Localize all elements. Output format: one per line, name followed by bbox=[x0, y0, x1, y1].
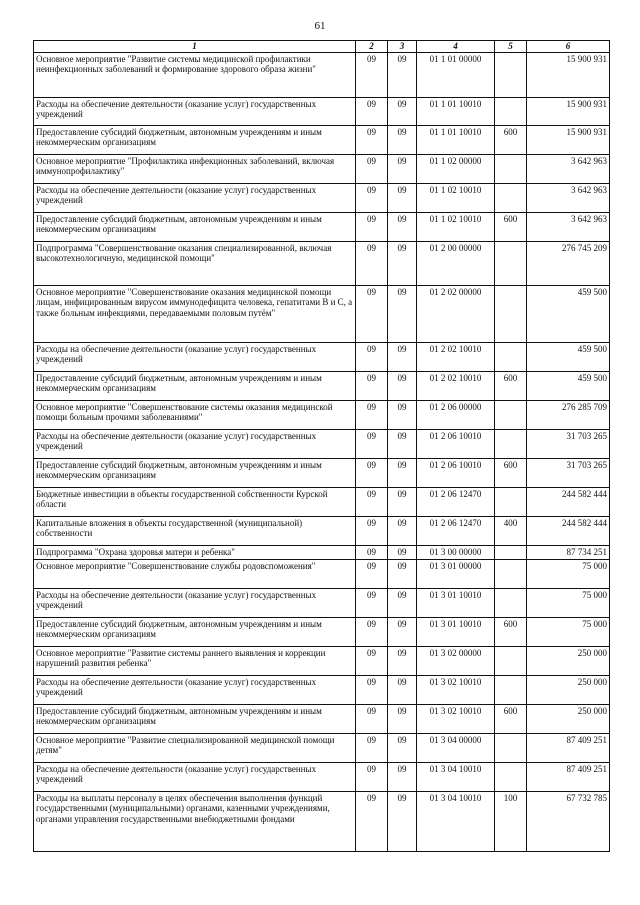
row-amount: 75 000 bbox=[527, 559, 610, 588]
table-row bbox=[34, 400, 610, 429]
header-col-amount: 6 bbox=[527, 41, 610, 53]
row-section: 09 bbox=[356, 97, 388, 125]
row-name: Предоставление субсидий бюджетным, автономным учреждениям и иным некоммерческим организациям bbox=[34, 458, 356, 487]
row-subsection: 09 bbox=[388, 487, 417, 516]
row-name: Расходы на обеспечение деятельности (оказание услуг) государственных учреждений bbox=[34, 429, 356, 458]
row-name: Основное мероприятие "Совершенствование системы оказания медицинской помощи больным прочими заболеваниями" bbox=[34, 400, 356, 429]
row-expense-type: 600 bbox=[495, 371, 527, 400]
row-expense-type bbox=[495, 733, 527, 762]
row-subsection: 09 bbox=[388, 285, 417, 342]
row-expense-type bbox=[495, 559, 527, 588]
table-row bbox=[34, 285, 610, 342]
row-amount: 3 642 963 bbox=[527, 183, 610, 212]
row-target-article: 01 3 02 00000 bbox=[417, 646, 495, 675]
row-expense-type bbox=[495, 183, 527, 212]
table-row bbox=[34, 762, 610, 791]
table-row bbox=[34, 733, 610, 762]
row-expense-type bbox=[495, 545, 527, 559]
row-section: 09 bbox=[356, 400, 388, 429]
row-target-article: 01 2 06 10010 bbox=[417, 429, 495, 458]
row-subsection: 09 bbox=[388, 791, 417, 851]
row-amount: 244 582 444 bbox=[527, 487, 610, 516]
row-subsection: 09 bbox=[388, 646, 417, 675]
row-amount: 3 642 963 bbox=[527, 212, 610, 241]
row-target-article: 01 1 02 10010 bbox=[417, 183, 495, 212]
row-expense-type bbox=[495, 675, 527, 704]
table-row bbox=[34, 125, 610, 154]
row-target-article: 01 2 02 10010 bbox=[417, 371, 495, 400]
row-section: 09 bbox=[356, 371, 388, 400]
table-row bbox=[34, 704, 610, 733]
row-subsection: 09 bbox=[388, 704, 417, 733]
row-amount: 31 703 265 bbox=[527, 429, 610, 458]
row-section: 09 bbox=[356, 458, 388, 487]
row-target-article: 01 1 01 10010 bbox=[417, 97, 495, 125]
row-name: Подпрограмма "Охрана здоровья матери и ребенка" bbox=[34, 545, 356, 559]
row-section: 09 bbox=[356, 588, 388, 617]
table-row bbox=[34, 241, 610, 285]
row-subsection: 09 bbox=[388, 545, 417, 559]
row-amount: 459 500 bbox=[527, 285, 610, 342]
row-name: Основное мероприятие "Совершенствование оказания медицинской помощи лицам, инфицированным вирусом иммунодефицита человека, гепатитами В и С, а также больным инфекциями, передаваемыми половым путём" bbox=[34, 285, 356, 342]
row-subsection: 09 bbox=[388, 241, 417, 285]
row-section: 09 bbox=[356, 733, 388, 762]
row-expense-type bbox=[495, 241, 527, 285]
row-subsection: 09 bbox=[388, 559, 417, 588]
table-row bbox=[34, 588, 610, 617]
row-subsection: 09 bbox=[388, 342, 417, 371]
row-subsection: 09 bbox=[388, 516, 417, 545]
row-expense-type bbox=[495, 285, 527, 342]
row-target-article: 01 1 02 00000 bbox=[417, 154, 495, 183]
table-row bbox=[34, 646, 610, 675]
row-subsection: 09 bbox=[388, 429, 417, 458]
row-name: Расходы на обеспечение деятельности (оказание услуг) государственных учреждений bbox=[34, 97, 356, 125]
row-target-article: 01 3 02 10010 bbox=[417, 675, 495, 704]
row-subsection: 09 bbox=[388, 458, 417, 487]
row-subsection: 09 bbox=[388, 125, 417, 154]
row-section: 09 bbox=[356, 183, 388, 212]
row-amount: 87 734 251 bbox=[527, 545, 610, 559]
row-expense-type: 600 bbox=[495, 458, 527, 487]
row-expense-type bbox=[495, 429, 527, 458]
table-row bbox=[34, 97, 610, 125]
row-subsection: 09 bbox=[388, 371, 417, 400]
row-section: 09 bbox=[356, 791, 388, 851]
row-amount: 75 000 bbox=[527, 588, 610, 617]
row-name: Расходы на обеспечение деятельности (оказание услуг) государственных учреждений bbox=[34, 588, 356, 617]
row-section: 09 bbox=[356, 52, 388, 97]
row-amount: 276 285 709 bbox=[527, 400, 610, 429]
table-row bbox=[34, 458, 610, 487]
row-target-article: 01 2 06 10010 bbox=[417, 458, 495, 487]
table-row bbox=[34, 52, 610, 97]
row-expense-type bbox=[495, 487, 527, 516]
row-name: Предоставление субсидий бюджетным, автономным учреждениям и иным некоммерческим организациям bbox=[34, 704, 356, 733]
row-target-article: 01 3 02 10010 bbox=[417, 704, 495, 733]
row-name: Основное мероприятие "Совершенствование службы родовспоможения" bbox=[34, 559, 356, 588]
row-expense-type bbox=[495, 646, 527, 675]
row-subsection: 09 bbox=[388, 97, 417, 125]
row-name: Основное мероприятие "Профилактика инфекционных заболеваний, включая иммунопрофилактику" bbox=[34, 154, 356, 183]
header-col-target-article: 4 bbox=[417, 41, 495, 53]
row-name: Предоставление субсидий бюджетным, автономным учреждениям и иным некоммерческим организациям bbox=[34, 371, 356, 400]
row-amount: 67 732 785 bbox=[527, 791, 610, 851]
row-amount: 15 900 931 bbox=[527, 97, 610, 125]
row-amount: 244 582 444 bbox=[527, 516, 610, 545]
row-section: 09 bbox=[356, 617, 388, 646]
table-row bbox=[34, 342, 610, 371]
row-section: 09 bbox=[356, 342, 388, 371]
row-name: Основное мероприятие "Развитие системы медицинской профилактики неинфекционных заболеваний и формирование здорового образа жизни" bbox=[34, 52, 356, 97]
row-subsection: 09 bbox=[388, 154, 417, 183]
row-amount: 75 000 bbox=[527, 617, 610, 646]
header-col-section: 2 bbox=[356, 41, 388, 53]
row-subsection: 09 bbox=[388, 675, 417, 704]
table-row bbox=[34, 487, 610, 516]
row-target-article: 01 1 02 10010 bbox=[417, 212, 495, 241]
row-subsection: 09 bbox=[388, 588, 417, 617]
row-target-article: 01 2 06 12470 bbox=[417, 487, 495, 516]
row-expense-type bbox=[495, 400, 527, 429]
row-amount: 87 409 251 bbox=[527, 733, 610, 762]
row-expense-type bbox=[495, 762, 527, 791]
row-expense-type bbox=[495, 154, 527, 183]
table-row bbox=[34, 791, 610, 851]
table-row bbox=[34, 675, 610, 704]
row-expense-type: 600 bbox=[495, 212, 527, 241]
row-name: Расходы на выплаты персоналу в целях обеспечения выполнения функций государственными (муниципальными) органами, казенными учреждениями, органами управления государственными внебюджетными фондами bbox=[34, 791, 356, 851]
row-target-article: 01 2 02 00000 bbox=[417, 285, 495, 342]
row-name: Расходы на обеспечение деятельности (оказание услуг) государственных учреждений bbox=[34, 762, 356, 791]
row-expense-type: 600 bbox=[495, 125, 527, 154]
row-name: Основное мероприятие "Развитие специализированной медицинской помощи детям" bbox=[34, 733, 356, 762]
row-section: 09 bbox=[356, 545, 388, 559]
row-amount: 15 900 931 bbox=[527, 52, 610, 97]
row-target-article: 01 3 01 10010 bbox=[417, 617, 495, 646]
row-section: 09 bbox=[356, 487, 388, 516]
row-name: Предоставление субсидий бюджетным, автономным учреждениям и иным некоммерческим организациям bbox=[34, 617, 356, 646]
table-row bbox=[34, 617, 610, 646]
row-section: 09 bbox=[356, 646, 388, 675]
row-subsection: 09 bbox=[388, 400, 417, 429]
header-col-name: 1 bbox=[34, 41, 356, 53]
row-target-article: 01 3 04 10010 bbox=[417, 762, 495, 791]
row-section: 09 bbox=[356, 285, 388, 342]
row-amount: 87 409 251 bbox=[527, 762, 610, 791]
row-expense-type bbox=[495, 588, 527, 617]
row-expense-type: 600 bbox=[495, 704, 527, 733]
row-section: 09 bbox=[356, 559, 388, 588]
table-header-row bbox=[34, 41, 610, 53]
row-amount: 459 500 bbox=[527, 342, 610, 371]
row-expense-type: 600 bbox=[495, 617, 527, 646]
row-section: 09 bbox=[356, 516, 388, 545]
header-col-subsection: 3 bbox=[388, 41, 417, 53]
row-amount: 15 900 931 bbox=[527, 125, 610, 154]
row-name: Расходы на обеспечение деятельности (оказание услуг) государственных учреждений bbox=[34, 675, 356, 704]
row-section: 09 bbox=[356, 429, 388, 458]
row-name: Основное мероприятие "Развитие системы раннего выявления и коррекции нарушений развития ребенка" bbox=[34, 646, 356, 675]
row-expense-type: 400 bbox=[495, 516, 527, 545]
row-target-article: 01 2 06 12470 bbox=[417, 516, 495, 545]
table-row bbox=[34, 371, 610, 400]
row-name: Расходы на обеспечение деятельности (оказание услуг) государственных учреждений bbox=[34, 342, 356, 371]
row-target-article: 01 1 01 00000 bbox=[417, 52, 495, 97]
row-target-article: 01 3 01 10010 bbox=[417, 588, 495, 617]
table-row bbox=[34, 559, 610, 588]
header-col-expense-type: 5 bbox=[495, 41, 527, 53]
row-target-article: 01 3 04 10010 bbox=[417, 791, 495, 851]
budget-table bbox=[33, 40, 610, 852]
table-row bbox=[34, 516, 610, 545]
row-name: Капитальные вложения в объекты государственной (муниципальной) собственности bbox=[34, 516, 356, 545]
row-section: 09 bbox=[356, 241, 388, 285]
table-row bbox=[34, 429, 610, 458]
row-target-article: 01 1 01 10010 bbox=[417, 125, 495, 154]
row-section: 09 bbox=[356, 125, 388, 154]
row-target-article: 01 3 00 00000 bbox=[417, 545, 495, 559]
row-section: 09 bbox=[356, 154, 388, 183]
row-expense-type bbox=[495, 342, 527, 371]
row-expense-type bbox=[495, 97, 527, 125]
row-section: 09 bbox=[356, 675, 388, 704]
row-subsection: 09 bbox=[388, 183, 417, 212]
row-subsection: 09 bbox=[388, 617, 417, 646]
row-target-article: 01 3 04 00000 bbox=[417, 733, 495, 762]
row-amount: 3 642 963 bbox=[527, 154, 610, 183]
row-subsection: 09 bbox=[388, 212, 417, 241]
row-name: Предоставление субсидий бюджетным, автономным учреждениям и иным некоммерческим организациям bbox=[34, 125, 356, 154]
row-subsection: 09 bbox=[388, 733, 417, 762]
row-target-article: 01 3 01 00000 bbox=[417, 559, 495, 588]
row-amount: 250 000 bbox=[527, 675, 610, 704]
row-amount: 250 000 bbox=[527, 704, 610, 733]
row-name: Бюджетные инвестиции в объекты государственной собственности Курской области bbox=[34, 487, 356, 516]
page-number: 61 bbox=[314, 20, 326, 32]
row-target-article: 01 2 00 00000 bbox=[417, 241, 495, 285]
row-amount: 250 000 bbox=[527, 646, 610, 675]
table-row bbox=[34, 545, 610, 559]
table-row bbox=[34, 212, 610, 241]
row-amount: 276 745 209 bbox=[527, 241, 610, 285]
row-name: Расходы на обеспечение деятельности (оказание услуг) государственных учреждений bbox=[34, 183, 356, 212]
table-row bbox=[34, 183, 610, 212]
row-section: 09 bbox=[356, 704, 388, 733]
row-amount: 459 500 bbox=[527, 371, 610, 400]
row-expense-type bbox=[495, 52, 527, 97]
row-section: 09 bbox=[356, 212, 388, 241]
table-row bbox=[34, 154, 610, 183]
row-name: Подпрограмма "Совершенствование оказания специализированной, включая высокотехнологичную, медицинской помощи" bbox=[34, 241, 356, 285]
row-subsection: 09 bbox=[388, 52, 417, 97]
row-name: Предоставление субсидий бюджетным, автономным учреждениям и иным некоммерческим организациям bbox=[34, 212, 356, 241]
row-target-article: 01 2 02 10010 bbox=[417, 342, 495, 371]
row-amount: 31 703 265 bbox=[527, 458, 610, 487]
row-section: 09 bbox=[356, 762, 388, 791]
row-expense-type: 100 bbox=[495, 791, 527, 851]
row-subsection: 09 bbox=[388, 762, 417, 791]
row-target-article: 01 2 06 00000 bbox=[417, 400, 495, 429]
